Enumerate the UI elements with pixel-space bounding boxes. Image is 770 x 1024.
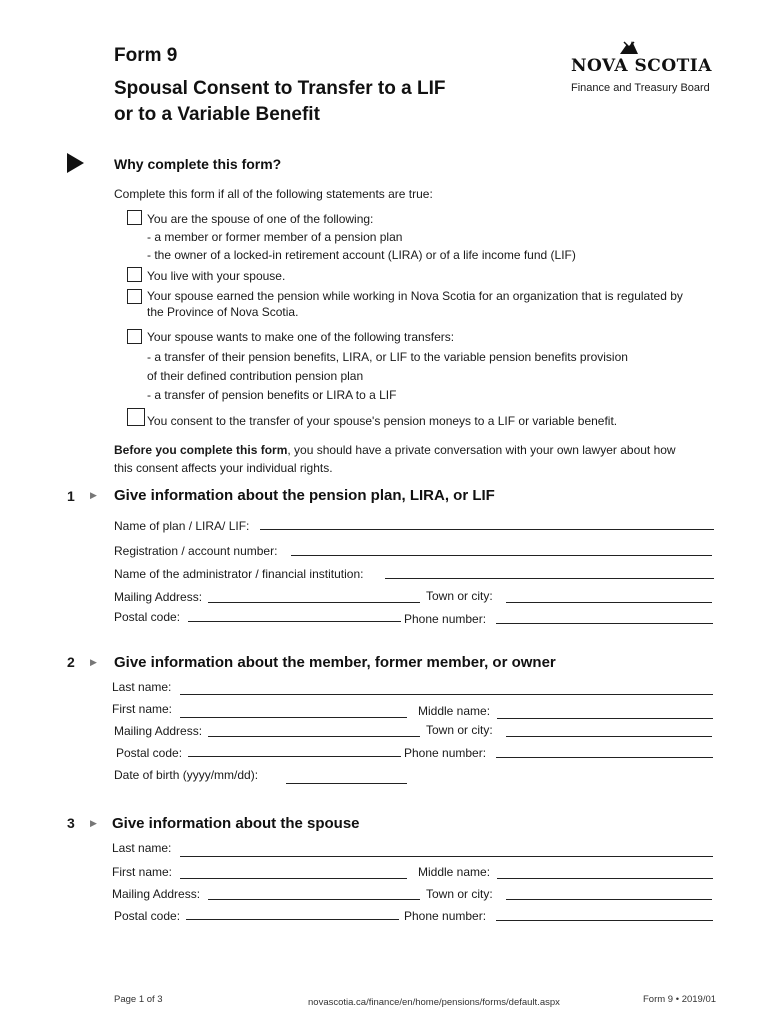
advice-line1 — [114, 442, 676, 458]
section2-heading: Give information about the member, former member, or owner — [114, 654, 556, 671]
statement-spouse-sub1: - a member or former member of a pension plan — [147, 230, 403, 244]
s1-town-field[interactable] — [506, 602, 712, 603]
advice-rest: , you should have a private conversation with your own lawyer about how — [287, 443, 676, 457]
s1-postal-label: Postal code: — [114, 610, 181, 624]
checkbox-earned-ns[interactable] — [127, 289, 142, 304]
s2-dob-field[interactable] — [286, 783, 407, 784]
checkbox-transfers[interactable] — [127, 329, 142, 344]
s2-town-field[interactable] — [506, 736, 712, 737]
s3-postal-label: Postal code: — [114, 909, 181, 923]
s1-town-label: Town or city: — [426, 589, 493, 603]
s3-town-label: Town or city: — [426, 887, 493, 901]
statement-consent: You consent to the transfer of your spouse's pension moneys to a LIF or variable benefit. — [147, 414, 618, 428]
s2-mailing-label: Mailing Address: — [114, 724, 203, 738]
advice-bold: Before you complete this form — [114, 443, 288, 457]
s1-mailing-label: Mailing Address: — [114, 590, 203, 604]
checkbox-consent[interactable] — [127, 408, 145, 426]
s3-first-label: First name: — [112, 865, 173, 879]
section1-marker-icon: ▶ — [90, 490, 97, 500]
s2-last-label: Last name: — [112, 680, 172, 694]
statement-transfers-sub3: - a transfer of pension benefits or LIRA to a LIF — [147, 388, 397, 402]
s1-mailing-field[interactable] — [208, 602, 420, 603]
intro-lead: Complete this form if all of the following statements are true: — [114, 187, 433, 201]
s2-middle-field[interactable] — [497, 718, 713, 719]
nova-scotia-emblem-icon — [618, 38, 640, 58]
section3-number: 3 — [67, 815, 75, 831]
s1-postal-field[interactable] — [188, 621, 401, 622]
s3-middle-label: Middle name: — [418, 865, 491, 879]
section1-heading: Give information about the pension plan, LIRA, or LIF — [114, 487, 495, 504]
s1-phone-label: Phone number: — [404, 612, 487, 626]
s2-phone-field[interactable] — [496, 757, 713, 758]
logo-wordmark: NOVA SCOTIA — [571, 56, 712, 76]
section2-marker-icon: ▶ — [90, 657, 97, 667]
administrator-field[interactable] — [385, 578, 714, 579]
registration-label: Registration / account number: — [114, 544, 278, 558]
s2-dob-label: Date of birth (yyyy/mm/dd): — [114, 768, 259, 782]
s2-mailing-field[interactable] — [208, 736, 420, 737]
section1-number: 1 — [67, 488, 75, 504]
statement-earned-ns-cont: the Province of Nova Scotia. — [147, 305, 299, 319]
footer-url: novascotia.ca/finance/en/home/pensions/forms/default.aspx — [308, 997, 560, 1008]
statement-spouse: You are the spouse of one of the following: — [147, 212, 374, 226]
statement-earned-ns: Your spouse earned the pension while working in Nova Scotia for an organization that is regulated by — [147, 289, 683, 303]
s2-middle-label: Middle name: — [418, 704, 491, 718]
section2-number: 2 — [67, 654, 75, 670]
s3-phone-field[interactable] — [496, 920, 713, 921]
statement-live-with: You live with your spouse. — [147, 269, 286, 283]
section3-marker-icon: ▶ — [90, 818, 97, 828]
s2-postal-label: Postal code: — [116, 746, 183, 760]
footer-form-ref: Form 9 • 2019/01 — [643, 994, 717, 1005]
form-title-line1: Spousal Consent to Transfer to a LIF — [114, 78, 446, 99]
advice-line2: this consent affects your individual rights. — [114, 461, 333, 475]
plan-name-field[interactable] — [260, 529, 714, 530]
s3-last-label: Last name: — [112, 841, 172, 855]
registration-field[interactable] — [291, 555, 712, 556]
s3-postal-field[interactable] — [186, 919, 399, 920]
arrow-right-icon — [67, 153, 85, 178]
section3-heading: Give information about the spouse — [112, 815, 360, 832]
s2-first-field[interactable] — [180, 717, 407, 718]
s3-phone-label: Phone number: — [404, 909, 487, 923]
s3-first-field[interactable] — [180, 878, 407, 879]
s3-mailing-field[interactable] — [208, 899, 420, 900]
department-name: Finance and Treasury Board — [571, 82, 710, 94]
statement-transfers: Your spouse wants to make one of the following transfers: — [147, 330, 455, 344]
form-title-line2: or to a Variable Benefit — [114, 104, 320, 125]
statement-transfers-sub2: of their defined contribution pension plan — [147, 369, 364, 383]
s3-middle-field[interactable] — [497, 878, 713, 879]
s2-town-label: Town or city: — [426, 723, 493, 737]
why-heading: Why complete this form? — [114, 156, 282, 172]
statement-transfers-sub1: - a transfer of their pension benefits, LIRA, or LIF to the variable pension benefits provision — [147, 350, 628, 364]
s2-last-field[interactable] — [180, 694, 713, 695]
checkbox-spouse[interactable] — [127, 210, 142, 225]
s3-town-field[interactable] — [506, 899, 712, 900]
s2-postal-field[interactable] — [188, 756, 401, 757]
s3-mailing-label: Mailing Address: — [112, 887, 201, 901]
s1-phone-field[interactable] — [496, 623, 713, 624]
s2-first-label: First name: — [112, 702, 173, 716]
footer-page-number: Page 1 of 3 — [114, 994, 163, 1005]
administrator-label: Name of the administrator / financial institution: — [114, 567, 364, 581]
checkbox-live-with[interactable] — [127, 267, 142, 282]
s3-last-field[interactable] — [180, 856, 713, 857]
s2-phone-label: Phone number: — [404, 746, 487, 760]
form-number: Form 9 — [114, 45, 178, 66]
plan-name-label: Name of plan / LIRA/ LIF: — [114, 519, 250, 533]
statement-spouse-sub2: - the owner of a locked-in retirement account (LIRA) or of a life income fund (LIF) — [147, 248, 576, 262]
